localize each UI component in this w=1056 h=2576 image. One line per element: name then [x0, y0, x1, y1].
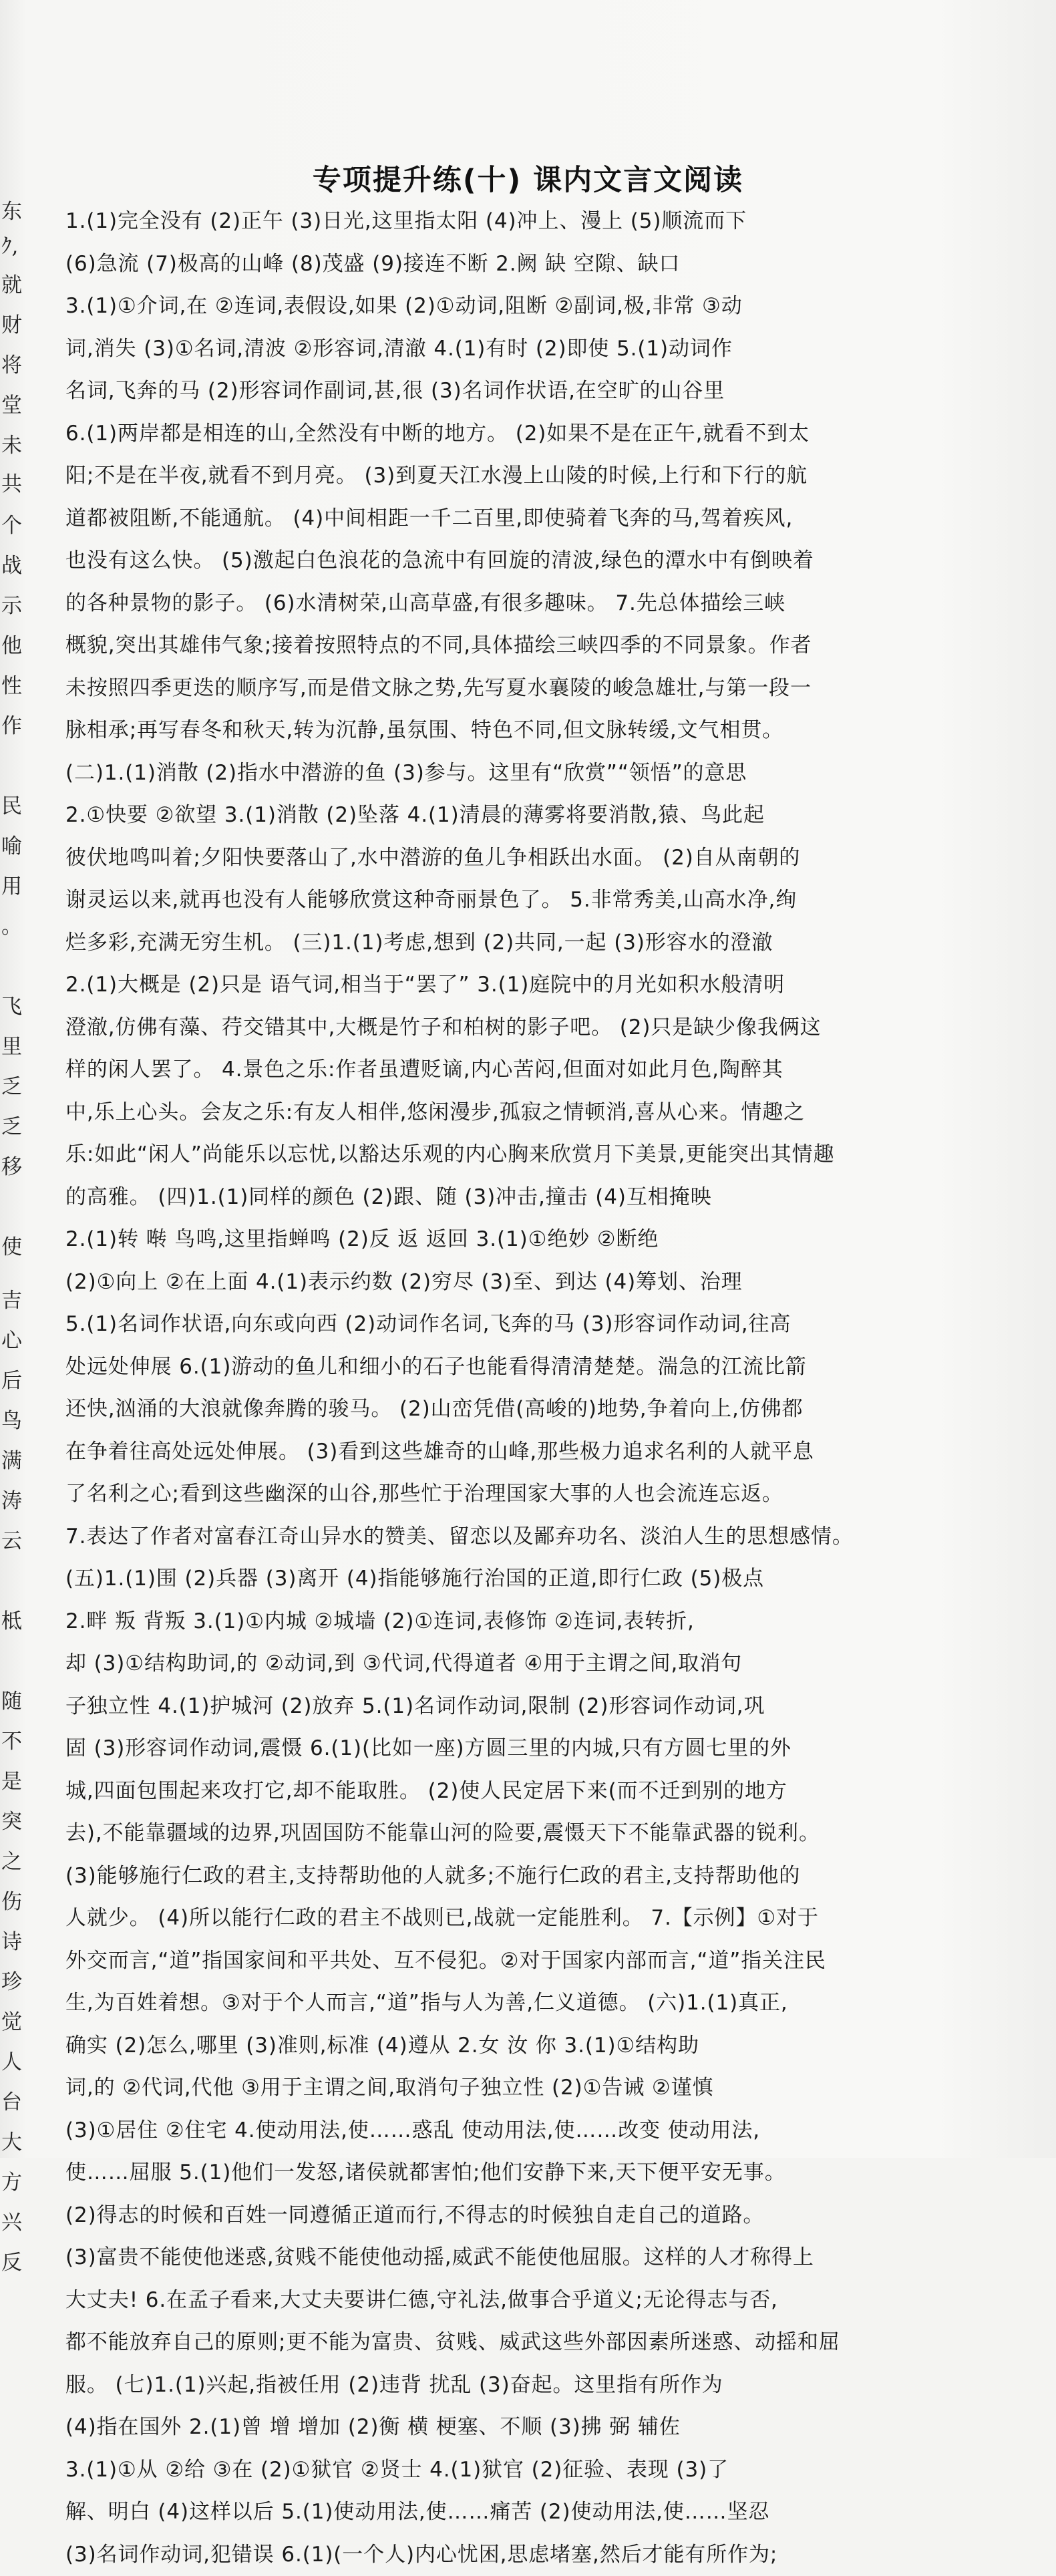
answer-line: 人就少。 (4)所以能行仁政的君主不战则已,战就一定能胜利。 7.【示例】①对于: [65, 1897, 940, 1940]
answer-body: [65, 200, 940, 2576]
margin-char: 东: [1, 200, 22, 223]
margin-char: 觉: [1, 2011, 22, 2034]
margin-char: 台: [1, 2091, 22, 2114]
answer-line: (3)富贵不能使他迷惑,贫贱不能使他动摇,威武不能使他屈服。这样的人才称得上: [65, 2237, 940, 2279]
answer-line: 2.(1)转 啭 鸟鸣,这里指蝉鸣 (2)反 返 返回 3.(1)①绝妙 ②断绝: [65, 1219, 940, 1261]
answer-line: 使……屈服 5.(1)他们一发怒,诸侯就都害怕;他们安静下来,天下便平安无事。: [65, 2152, 940, 2195]
margin-char: 堂: [1, 394, 22, 417]
answer-line: 也没有这么快。 (5)激起白色浪花的急流中有回旋的清波,绿色的潭水中有倒映着: [65, 540, 940, 583]
answer-line: 彼伏地鸣叫着;夕阳快要落山了,水中潜游的鱼儿争相跃出水面。 (2)自从南朝的: [65, 837, 940, 880]
margin-char: 反: [1, 2251, 22, 2274]
margin-char: 个: [1, 514, 22, 537]
answer-line: 名词,飞奔的马 (2)形容词作副词,甚,很 (3)名词作状语,在空旷的山谷里: [65, 370, 940, 413]
margin-char: 涛: [1, 1490, 22, 1512]
margin-char: 喻: [1, 835, 22, 858]
answer-line: 却 (3)①结构助词,的 ②动词,到 ③代词,代得道者 ④用于主谓之间,取消句: [65, 1643, 940, 1685]
answer-line: (二)1.(1)消散 (2)指水中潜游的鱼 (3)参与。这里有“欣赏”“领悟”的意思: [65, 752, 940, 795]
margin-char: ｸ,: [1, 235, 18, 258]
answer-line: 3.(1)①介词,在 ②连词,表假设,如果 (2)①动词,阻断 ②副词,极,非常 ③动: [65, 285, 940, 328]
answer-line: (6)急流 (7)极高的山峰 (8)茂盛 (9)接连不断 2.阙 缺 空隙、缺口: [65, 243, 940, 286]
margin-char: 民: [1, 795, 22, 818]
answer-line: 澄澈,仿佛有藻、荇交错其中,大概是竹子和柏树的影子吧。 (2)只是缺少像我俩这: [65, 1007, 940, 1050]
answer-line: 样的闲人罢了。 4.景色之乐:作者虽遭贬谪,内心苦闷,但面对如此月色,陶醉其: [65, 1049, 940, 1092]
margin-char: 柢: [1, 1610, 22, 1633]
answer-line: (3)①居住 ②住宅 4.使动用法,使……惑乱 使动用法,使……改变 使动用法,: [65, 2110, 940, 2152]
margin-char: 伤: [1, 1891, 22, 1913]
answer-line: (2)①向上 ②在上面 4.(1)表示约数 (2)穷尽 (3)至、到达 (4)筹划、治理: [65, 1261, 940, 1304]
answer-line: 生,为百姓着想。③对于个人而言,“道”指与人为善,仁义道德。 (六)1.(1)真正,: [65, 1982, 940, 2025]
answer-line: 城,四面包围起来攻打它,却不能取胜。 (2)使人民定居下来(而不迁到别的地方: [65, 1770, 940, 1813]
answer-line: 还快,汹涌的大浪就像奔腾的骏马。 (2)山峦凭借(高峻的)地势,争着向上,仿佛都: [65, 1388, 940, 1431]
margin-char: 就: [1, 274, 22, 297]
margin-char: 鸟: [1, 1410, 22, 1432]
answer-line: 谢灵运以来,就再也没有人能够欣赏这种奇丽景色了。 5.非常秀美,山高水净,绚: [65, 879, 940, 922]
answer-line: 烂多彩,充满无穷生机。 (三)1.(1)考虑,想到 (2)共同,一起 (3)形容水的澄澈: [65, 922, 940, 965]
answer-line: 的高雅。 (四)1.(1)同样的颜色 (2)跟、随 (3)冲击,撞击 (4)互相掩映: [65, 1176, 940, 1219]
answer-line: 确实 (2)怎么,哪里 (3)准则,标准 (4)遵从 2.女 汝 你 3.(1)①结构助: [65, 2025, 940, 2068]
answer-line: (4)指在国外 2.(1)曾 增 增加 (2)衡 横 梗塞、不顺 (3)拂 弼 辅佐: [65, 2406, 940, 2449]
margin-char: 不: [1, 1730, 22, 1753]
margin-char: 用: [1, 875, 22, 898]
margin-char: 移: [1, 1156, 22, 1178]
answer-line: 在争着往高处远处伸展。 (3)看到这些雄奇的山峰,那些极力追求名利的人就平息: [65, 1431, 940, 1474]
answer-line: 概貌,突出其雄伟气象;接着按照特点的不同,具体描绘三峡四季的不同景象。作者: [65, 625, 940, 667]
answer-line: 去),不能靠疆域的边界,巩固国防不能靠山河的险要,震慑天下不能靠武器的锐利。: [65, 1812, 940, 1855]
margin-char: 将: [1, 354, 22, 377]
answer-line: 服。 (七)1.(1)兴起,指被任用 (2)违背 扰乱 (3)奋起。这里指有所作为: [65, 2364, 940, 2407]
answer-line: 解、明白 (4)这样以后 5.(1)使动用法,使……痛苦 (2)使动用法,使……坚忍: [65, 2491, 940, 2534]
margin-char: 兴: [1, 2211, 22, 2234]
answer-line: 大丈夫! 6.在孟子看来,大丈夫要讲仁德,守礼法,做事合乎道义;无论得志与否,: [65, 2279, 940, 2322]
page-title: 专项提升练(十) 课内文言文阅读: [0, 158, 1056, 198]
margin-char: 使: [1, 1236, 22, 1259]
margin-char: 吉: [1, 1289, 22, 1312]
answer-line: (3)名词作动词,犯错误 6.(1)(一个人)内心忧困,思虑堵塞,然后才能有所作为;: [65, 2534, 940, 2576]
answer-line: 7.表达了作者对富春江奇山异水的赞美、留恋以及鄙弃功名、淡泊人生的思想感情。: [65, 1516, 940, 1559]
answer-line: 的各种景物的影子。 (6)水清树荣,山高草盛,有很多趣味。 7.先总体描绘三峡: [65, 583, 940, 625]
answer-line: 乐:如此“闲人”尚能乐以忘忧,以豁达乐观的内心胸来欣赏月下美景,更能突出其情趣: [65, 1134, 940, 1176]
margin-char: 满: [1, 1450, 22, 1472]
margin-char: 珍: [1, 1971, 22, 1993]
margin-char: 是: [1, 1770, 22, 1793]
answer-line: 2.①快要 ②欲望 3.(1)消散 (2)坠落 4.(1)清晨的薄雾将要消散,猿、鸟此起: [65, 794, 940, 837]
margin-char: 大: [1, 2131, 22, 2154]
answer-line: (3)能够施行仁政的君主,支持帮助他的人就多;不施行仁政的君主,支持帮助他的: [65, 1855, 940, 1898]
answer-line: 2.(1)大概是 (2)只是 语气词,相当于“罢了” 3.(1)庭院中的月光如积水般清明: [65, 964, 940, 1007]
margin-char: 。: [1, 915, 22, 938]
answer-line: 未按照四季更迭的顺序写,而是借文脉之势,先写夏水襄陵的峻急雄壮,与第一段一: [65, 667, 940, 710]
answer-line: 都不能放弃自己的原则;更不能为富贵、贫贱、威武这些外部因素所迷惑、动摇和屈: [65, 2321, 940, 2364]
margin-char: 里: [1, 1035, 22, 1058]
answer-line: 处远处伸展 6.(1)游动的鱼儿和细小的石子也能看得清清楚楚。湍急的江流比箭: [65, 1346, 940, 1389]
answer-line: 3.(1)①从 ②给 ③在 (2)①狱官 ②贤士 4.(1)狱官 (2)征验、表现 (3)了: [65, 2449, 940, 2492]
margin-char: 共: [1, 473, 22, 496]
margin-char: 性: [1, 675, 22, 697]
answer-line: 脉相承;再写春冬和秋天,转为沉静,虽氛围、特色不同,但文脉转缓,文气相贯。: [65, 709, 940, 752]
margin-char: 随: [1, 1690, 22, 1713]
answer-line: 子独立性 4.(1)护城河 (2)放弃 5.(1)名词作动词,限制 (2)形容词作动词,巩: [65, 1685, 940, 1728]
answer-line: 道都被阻断,不能通航。 (4)中间相距一千二百里,即使骑着飞奔的马,驾着疾风,: [65, 498, 940, 540]
margin-char: 之: [1, 1850, 22, 1873]
answer-line: 外交而言,“道”指国家间和平共处、互不侵犯。②对于国家内部而言,“道”指关注民: [65, 1940, 940, 1983]
margin-char: 心: [1, 1329, 22, 1352]
margin-char: 乏: [1, 1116, 22, 1138]
margin-char: 财: [1, 314, 22, 337]
answer-line: (五)1.(1)围 (2)兵器 (3)离开 (4)指能够施行治国的正道,即行仁政 (5)极点: [65, 1558, 940, 1601]
margin-char: 诗: [1, 1931, 22, 1953]
answer-line: 了名利之心;看到这些幽深的山谷,那些忙于治理国家大事的人也会流连忘返。: [65, 1473, 940, 1516]
margin-char: 飞: [1, 995, 22, 1018]
margin-char: 突: [1, 1810, 22, 1833]
margin-char: 后: [1, 1370, 22, 1392]
margin-char: 人: [1, 2051, 22, 2074]
answer-line: 词,的 ②代词,代他 ③用于主谓之间,取消句子独立性 (2)①告诫 ②谨慎: [65, 2067, 940, 2110]
margin-char: 战: [1, 554, 22, 577]
margin-char: 云: [1, 1530, 22, 1553]
margin-char: 乏: [1, 1076, 22, 1098]
answer-line: 固 (3)形容词作动词,震慑 6.(1)(比如一座)方圆三里的内城,只有方圆七里的外: [65, 1728, 940, 1770]
answer-line: 5.(1)名词作状语,向东或向西 (2)动词作名词,飞奔的马 (3)形容词作动词,往高: [65, 1303, 940, 1346]
answer-line: (2)得志的时候和百姓一同遵循正道而行,不得志的时候独自走自己的道路。: [65, 2195, 940, 2237]
answer-line: 中,乐上心头。会友之乐:有友人相伴,悠闲漫步,孤寂之情顿消,喜从心来。情趣之: [65, 1092, 940, 1134]
margin-char: 示: [1, 595, 22, 617]
answer-line: 1.(1)完全没有 (2)正午 (3)日光,这里指太阳 (4)冲上、漫上 (5)顺流而下: [65, 200, 940, 243]
margin-char: 未: [1, 434, 22, 457]
answer-line: 6.(1)两岸都是相连的山,全然没有中断的地方。 (2)如果不是在正午,就看不到太: [65, 413, 940, 456]
answer-line: 阳;不是在半夜,就看不到月亮。 (3)到夏天江水漫上山陵的时候,上行和下行的航: [65, 455, 940, 498]
margin-char: 作: [1, 715, 22, 738]
margin-char: 方: [1, 2171, 22, 2194]
answer-line: 词,消失 (3)①名词,清波 ②形容词,清澈 4.(1)有时 (2)即使 5.(1)动词作: [65, 328, 940, 371]
answer-line: 2.畔 叛 背叛 3.(1)①内城 ②城墙 (2)①连词,表修饰 ②连词,表转折,: [65, 1601, 940, 1643]
margin-char: 他: [1, 635, 22, 657]
